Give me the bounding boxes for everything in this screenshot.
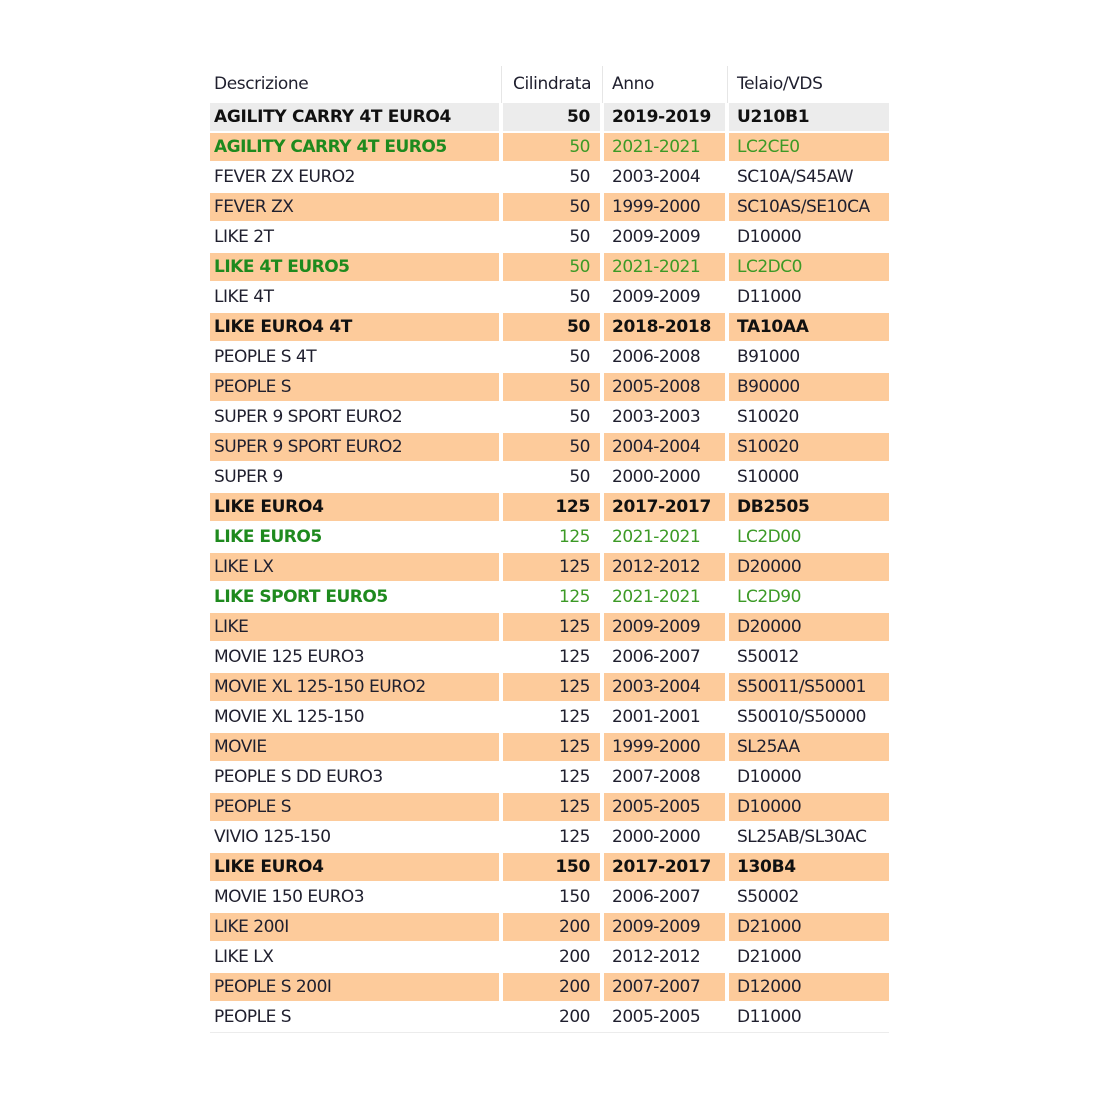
table-row[interactable]: [210, 463, 890, 491]
cell-telaio: S10020: [729, 403, 889, 431]
cell-telaio: SC10AS/SE10CA: [729, 193, 889, 221]
table-row[interactable]: [210, 163, 890, 191]
cell-descrizione: PEOPLE S DD EURO3: [210, 763, 499, 791]
column-divider[interactable]: [602, 66, 603, 103]
cell-anno: 1999-2000: [604, 193, 725, 221]
cell-anno: 2012-2012: [604, 553, 725, 581]
column-header-telaio[interactable]: Telaio/VDS: [737, 74, 823, 94]
cell-descrizione: SUPER 9 SPORT EURO2: [210, 433, 499, 461]
cell-cilindrata: 125: [503, 703, 600, 731]
cell-anno: 2021-2021: [604, 253, 725, 281]
table-row[interactable]: [210, 643, 890, 671]
table-row[interactable]: [210, 973, 890, 1001]
table-row[interactable]: [210, 583, 890, 611]
table-row[interactable]: [210, 223, 890, 251]
cell-cilindrata: 125: [503, 673, 600, 701]
cell-anno: 2018-2018: [604, 313, 725, 341]
cell-telaio: S50002: [729, 883, 889, 911]
table-row[interactable]: [210, 403, 890, 431]
cell-anno: 2019-2019: [604, 103, 725, 131]
cell-telaio: LC2D00: [729, 523, 889, 551]
cell-descrizione: LIKE LX: [210, 553, 499, 581]
cell-descrizione: LIKE 200I: [210, 913, 499, 941]
cell-anno: 2005-2005: [604, 793, 725, 821]
cell-descrizione: LIKE LX: [210, 943, 499, 971]
cell-cilindrata: 150: [503, 853, 600, 881]
cell-cilindrata: 200: [503, 1003, 600, 1031]
cell-anno: 2007-2008: [604, 763, 725, 791]
cell-anno: 2009-2009: [604, 223, 725, 251]
cell-descrizione: SUPER 9: [210, 463, 499, 491]
cell-telaio: S50012: [729, 643, 889, 671]
cell-cilindrata: 50: [503, 223, 600, 251]
cell-telaio: D21000: [729, 943, 889, 971]
cell-descrizione: PEOPLE S 4T: [210, 343, 499, 371]
cell-descrizione: LIKE EURO5: [210, 523, 499, 551]
cell-cilindrata: 200: [503, 943, 600, 971]
cell-cilindrata: 50: [503, 133, 600, 161]
table-row[interactable]: [210, 733, 890, 761]
cell-anno: 2005-2005: [604, 1003, 725, 1031]
table-row[interactable]: [210, 133, 890, 161]
cell-anno: 2000-2000: [604, 823, 725, 851]
cell-cilindrata: 50: [503, 193, 600, 221]
cell-telaio: B90000: [729, 373, 889, 401]
cell-cilindrata: 200: [503, 973, 600, 1001]
cell-cilindrata: 50: [503, 403, 600, 431]
cell-descrizione: MOVIE XL 125-150 EURO2: [210, 673, 499, 701]
table-row[interactable]: [210, 793, 890, 821]
cell-descrizione: LIKE 4T EURO5: [210, 253, 499, 281]
cell-telaio: D20000: [729, 613, 889, 641]
table-row[interactable]: [210, 313, 890, 341]
cell-anno: 2003-2003: [604, 403, 725, 431]
cell-descrizione: FEVER ZX: [210, 193, 499, 221]
cell-cilindrata: 125: [503, 493, 600, 521]
vehicle-table: [210, 66, 890, 1033]
cell-cilindrata: 125: [503, 613, 600, 641]
cell-telaio: D10000: [729, 763, 889, 791]
cell-anno: 2021-2021: [604, 133, 725, 161]
cell-cilindrata: 125: [503, 793, 600, 821]
cell-cilindrata: 50: [503, 463, 600, 491]
cell-descrizione: SUPER 9 SPORT EURO2: [210, 403, 499, 431]
table-row[interactable]: [210, 673, 890, 701]
cell-cilindrata: 50: [503, 283, 600, 311]
cell-descrizione: LIKE EURO4: [210, 853, 499, 881]
table-row[interactable]: [210, 943, 890, 971]
cell-descrizione: AGILITY CARRY 4T EURO5: [210, 133, 499, 161]
cell-cilindrata: 125: [503, 553, 600, 581]
cell-descrizione: LIKE EURO4 4T: [210, 313, 499, 341]
table-row[interactable]: [210, 493, 890, 521]
cell-anno: 2006-2007: [604, 643, 725, 671]
cell-cilindrata: 50: [503, 373, 600, 401]
cell-telaio: DB2505: [729, 493, 889, 521]
table-row[interactable]: [210, 193, 890, 221]
cell-telaio: D11000: [729, 1003, 889, 1031]
cell-telaio: D12000: [729, 973, 889, 1001]
table-bottom-border: [210, 1032, 889, 1033]
table-row[interactable]: [210, 703, 890, 731]
cell-telaio: 130B4: [729, 853, 889, 881]
table-row[interactable]: [210, 103, 890, 131]
cell-telaio: LC2CE0: [729, 133, 889, 161]
table-row[interactable]: [210, 343, 890, 371]
cell-telaio: S10000: [729, 463, 889, 491]
cell-cilindrata: 125: [503, 763, 600, 791]
cell-cilindrata: 125: [503, 823, 600, 851]
cell-descrizione: VIVIO 125-150: [210, 823, 499, 851]
table-row[interactable]: [210, 523, 890, 551]
column-header-cilindrata[interactable]: Cilindrata: [513, 74, 592, 94]
cell-anno: 2009-2009: [604, 283, 725, 311]
cell-cilindrata: 50: [503, 343, 600, 371]
cell-telaio: D10000: [729, 793, 889, 821]
cell-telaio: D20000: [729, 553, 889, 581]
cell-anno: 2009-2009: [604, 913, 725, 941]
cell-cilindrata: 125: [503, 583, 600, 611]
cell-anno: 2005-2008: [604, 373, 725, 401]
cell-telaio: S10020: [729, 433, 889, 461]
cell-telaio: SL25AB/SL30AC: [729, 823, 889, 851]
cell-descrizione: FEVER ZX EURO2: [210, 163, 499, 191]
cell-cilindrata: 50: [503, 253, 600, 281]
cell-descrizione: MOVIE XL 125-150: [210, 703, 499, 731]
cell-descrizione: LIKE 2T: [210, 223, 499, 251]
cell-anno: 2001-2001: [604, 703, 725, 731]
cell-anno: 2003-2004: [604, 673, 725, 701]
cell-cilindrata: 125: [503, 733, 600, 761]
table-row[interactable]: [210, 913, 890, 941]
cell-descrizione: LIKE SPORT EURO5: [210, 583, 499, 611]
column-divider[interactable]: [727, 66, 728, 103]
table-row[interactable]: [210, 763, 890, 791]
cell-cilindrata: 200: [503, 913, 600, 941]
cell-anno: 2007-2007: [604, 973, 725, 1001]
cell-telaio: D21000: [729, 913, 889, 941]
table-row[interactable]: [210, 613, 890, 641]
cell-telaio: U210B1: [729, 103, 889, 131]
cell-anno: 2017-2017: [604, 493, 725, 521]
cell-telaio: S50010/S50000: [729, 703, 889, 731]
cell-cilindrata: 50: [503, 433, 600, 461]
cell-telaio: LC2DC0: [729, 253, 889, 281]
table-row[interactable]: [210, 883, 890, 911]
cell-descrizione: LIKE 4T: [210, 283, 499, 311]
table-row[interactable]: [210, 1003, 890, 1031]
cell-anno: 2003-2004: [604, 163, 725, 191]
cell-anno: 2017-2017: [604, 853, 725, 881]
cell-descrizione: MOVIE: [210, 733, 499, 761]
cell-cilindrata: 50: [503, 103, 600, 131]
cell-telaio: SL25AA: [729, 733, 889, 761]
cell-telaio: TA10AA: [729, 313, 889, 341]
table-row[interactable]: [210, 853, 890, 881]
cell-cilindrata: 125: [503, 643, 600, 671]
table-row[interactable]: [210, 553, 890, 581]
cell-telaio: SC10A/S45AW: [729, 163, 889, 191]
cell-descrizione: PEOPLE S: [210, 793, 499, 821]
table-row[interactable]: [210, 823, 890, 851]
cell-anno: 2021-2021: [604, 583, 725, 611]
cell-cilindrata: 50: [503, 313, 600, 341]
table-row[interactable]: [210, 253, 890, 281]
column-header-anno[interactable]: Anno: [612, 74, 654, 94]
cell-anno: 2021-2021: [604, 523, 725, 551]
cell-cilindrata: 125: [503, 523, 600, 551]
cell-anno: 2004-2004: [604, 433, 725, 461]
table-body: [210, 103, 890, 1031]
cell-anno: 2000-2000: [604, 463, 725, 491]
column-divider[interactable]: [501, 66, 502, 103]
cell-cilindrata: 150: [503, 883, 600, 911]
cell-anno: 2006-2007: [604, 883, 725, 911]
cell-descrizione: LIKE: [210, 613, 499, 641]
cell-telaio: B91000: [729, 343, 889, 371]
cell-telaio: LC2D90: [729, 583, 889, 611]
table-row[interactable]: [210, 373, 890, 401]
cell-descrizione: MOVIE 125 EURO3: [210, 643, 499, 671]
cell-telaio: D11000: [729, 283, 889, 311]
cell-cilindrata: 50: [503, 163, 600, 191]
table-header: [210, 66, 890, 103]
table-row[interactable]: [210, 433, 890, 461]
cell-descrizione: AGILITY CARRY 4T EURO4: [210, 103, 499, 131]
cell-descrizione: PEOPLE S: [210, 373, 499, 401]
column-header-descrizione[interactable]: Descrizione: [214, 74, 309, 94]
cell-telaio: S50011/S50001: [729, 673, 889, 701]
cell-anno: 1999-2000: [604, 733, 725, 761]
table-row[interactable]: [210, 283, 890, 311]
cell-descrizione: MOVIE 150 EURO3: [210, 883, 499, 911]
cell-descrizione: LIKE EURO4: [210, 493, 499, 521]
cell-anno: 2006-2008: [604, 343, 725, 371]
cell-anno: 2012-2012: [604, 943, 725, 971]
cell-descrizione: PEOPLE S 200I: [210, 973, 499, 1001]
cell-telaio: D10000: [729, 223, 889, 251]
cell-anno: 2009-2009: [604, 613, 725, 641]
cell-descrizione: PEOPLE S: [210, 1003, 499, 1031]
